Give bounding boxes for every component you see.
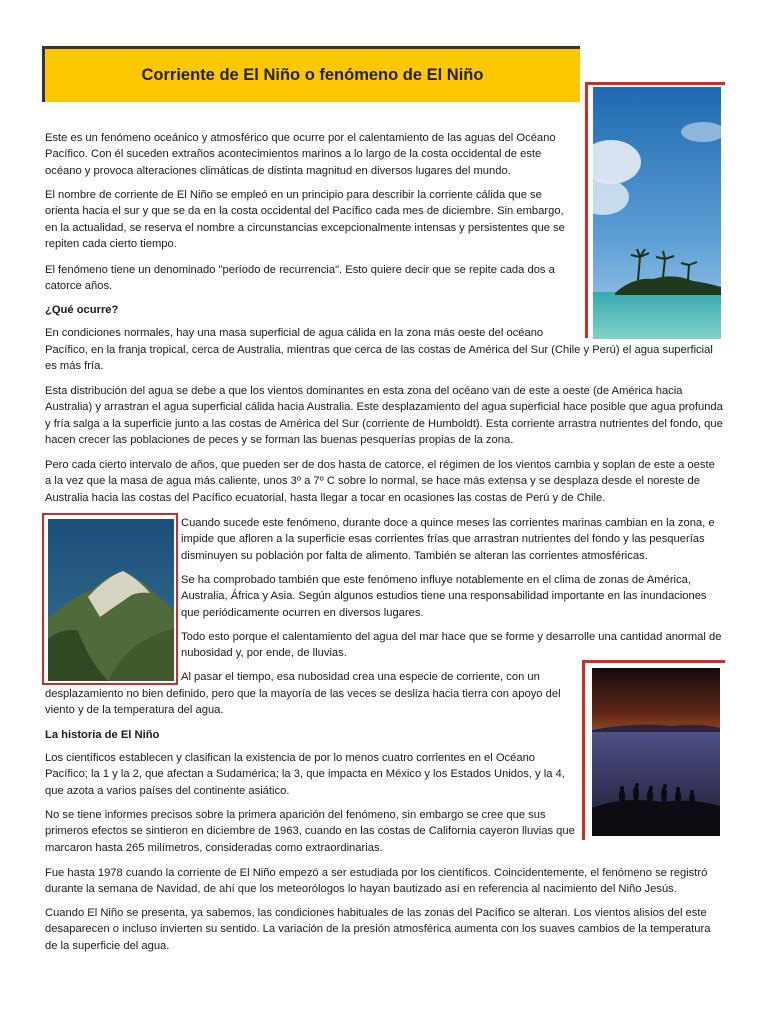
paragraph: En condiciones normales, hay una masa superficial de agua cálida en la zona más oeste del océano [45, 327, 544, 339]
island-photo-frame [585, 82, 725, 338]
page-title: Corriente de El Niño o fenómeno de El Niño [141, 66, 484, 84]
island-photo [593, 87, 721, 339]
section-heading: ¿Qué ocurre? [45, 304, 119, 316]
mountain-photo [48, 519, 174, 681]
paragraph: El fenómeno tiene un denominado "período de recurrencia". Esto quiere decir que se repite cada dos a catorce años. [45, 264, 555, 293]
paragraph: Este es un fenómeno oceánico y atmosférico que ocurre por el calentamiento de las aguas del Océano Pacífico. Con él suceden extraños acontecimientos marinos a lo largo de la costa occidental de este océano y provoca alteraciones climáticas de distinta magnitud en diversos lugares del mundo. [45, 132, 556, 177]
paragraph: No se tiene informes precisos sobre la primera aparición del fenómeno, sin embargo se cree que sus primeros efectos se sintieron en diciembre de 1963, cuando en las costas de California cayeron lluvias que marcaron hasta 265 milímetros, consideradas como extraordinarias. [45, 809, 575, 854]
paragraph: Todo esto porque el calentamiento del agua del mar hace que se forme y desarrolle una cantidad anormal de nubosidad y, por ende, de lluvias. [181, 631, 722, 660]
paragraph: Pacífico, en la franja tropical, cerca de Australia, mientras que cerca de las costas de América del Sur (Chile y Perú) el agua superficial es más fría. [45, 344, 713, 373]
paragraph: Al pasar el tiempo, esa nubosidad crea una especie de corriente, con un [181, 671, 540, 683]
paragraph: Los científicos establecen y clasifican la existencia de por lo menos cuatro corrientes en el Océano Pacífico; la 1 y la 2, que afectan a Sudamérica; la 3, que impacta en México y los Estados Unidos, y la 4, que azota a varios países del continente asiático. [45, 752, 565, 797]
paragraph: desplazamiento no bien definido, pero que la mayoría de las veces se desliza hacia tierra con apoyo del viento y de la temperatura del agua. [45, 688, 561, 717]
paragraph: Cuando sucede este fenómeno, durante doce a quince meses las corrientes marinas cambian en la zona, e impide que afloren a la superficie esas corrientes frías que arrastran nutrientes del fondo y las pesquerías disminuyen su población por falta de alimento. También se alteran las corrientes atmosféricas. [181, 517, 715, 562]
paragraph: El nombre de corriente de El Niño se empleó en un principio para describir la corriente cálida que se orienta hacia el sur y que se da en la costa occidental del Pacífico cada mes de diciembre. Sin embargo, en la actualidad, se reserva el nombre a circunstancias excepcionalmente intensas y persistentes que se repiten cada cierto tiempo. [45, 189, 565, 251]
paragraph: Fue hasta 1978 cuando la corriente de El Niño empezó a ser estudiada por los científicos. Coincidentemente, el fenómeno se registró durante la semana de Navidad, de ahí que los meteorólogos lo hayan bautizado así en referencia al nacimiento del Niño Jesús. [45, 867, 708, 896]
paragraph: Esta distribución del agua se debe a que los vientos dominantes en esta zona del océano van de este a oeste (de América hacia Australia) y arrastran el agua superficial cálida hacia Australia. Este desplazamiento del agua superficial hace posible que agua profunda y fría salga a la superficie junto a las costas de América del Sur (corriente de Humboldt). Esta corriente arrastra nutrientes del fondo, que hacen crecer las poblaciones de peces y se forman las buenas pesquerías propias de la zona. [45, 385, 723, 447]
mountain-photo-frame [42, 513, 178, 685]
paragraph: Cuando El Niño se presenta, ya sabemos, las condiciones habituales de las zonas del Pacífico se alteran. Los vientos alisios del este desaparecen o incluso invierten su sentido. La variación de la presión atmosférica aumenta con los suaves cambios de la temperatura de la superficie del agua. [45, 907, 711, 952]
sunset-photo-frame [582, 660, 725, 840]
section-heading: La historia de El Niño [45, 729, 160, 741]
sunset-photo [592, 668, 720, 836]
paragraph: Se ha comprobado también que este fenómeno influye notablemente en el clima de zonas de América, Australia, África y Asia. Según algunos estudios tiene una responsabilidad importante en las inundaciones que periódicamente ocurren en diversos lugares. [181, 574, 707, 619]
paragraph: Pero cada cierto intervalo de años, que pueden ser de dos hasta de catorce, el régimen de los vientos cambia y soplan de este a oeste a la vez que la masa de agua más caliente, unos 3º a 7º C sobre lo normal, se hace más extensa y se desplaza desde el noreste de Australia hacia las costas del Pacífico ecuatorial, hasta llegar a tocar en ocasiones las costas de Perú y de Chile. [45, 459, 715, 504]
title-banner [42, 46, 580, 102]
